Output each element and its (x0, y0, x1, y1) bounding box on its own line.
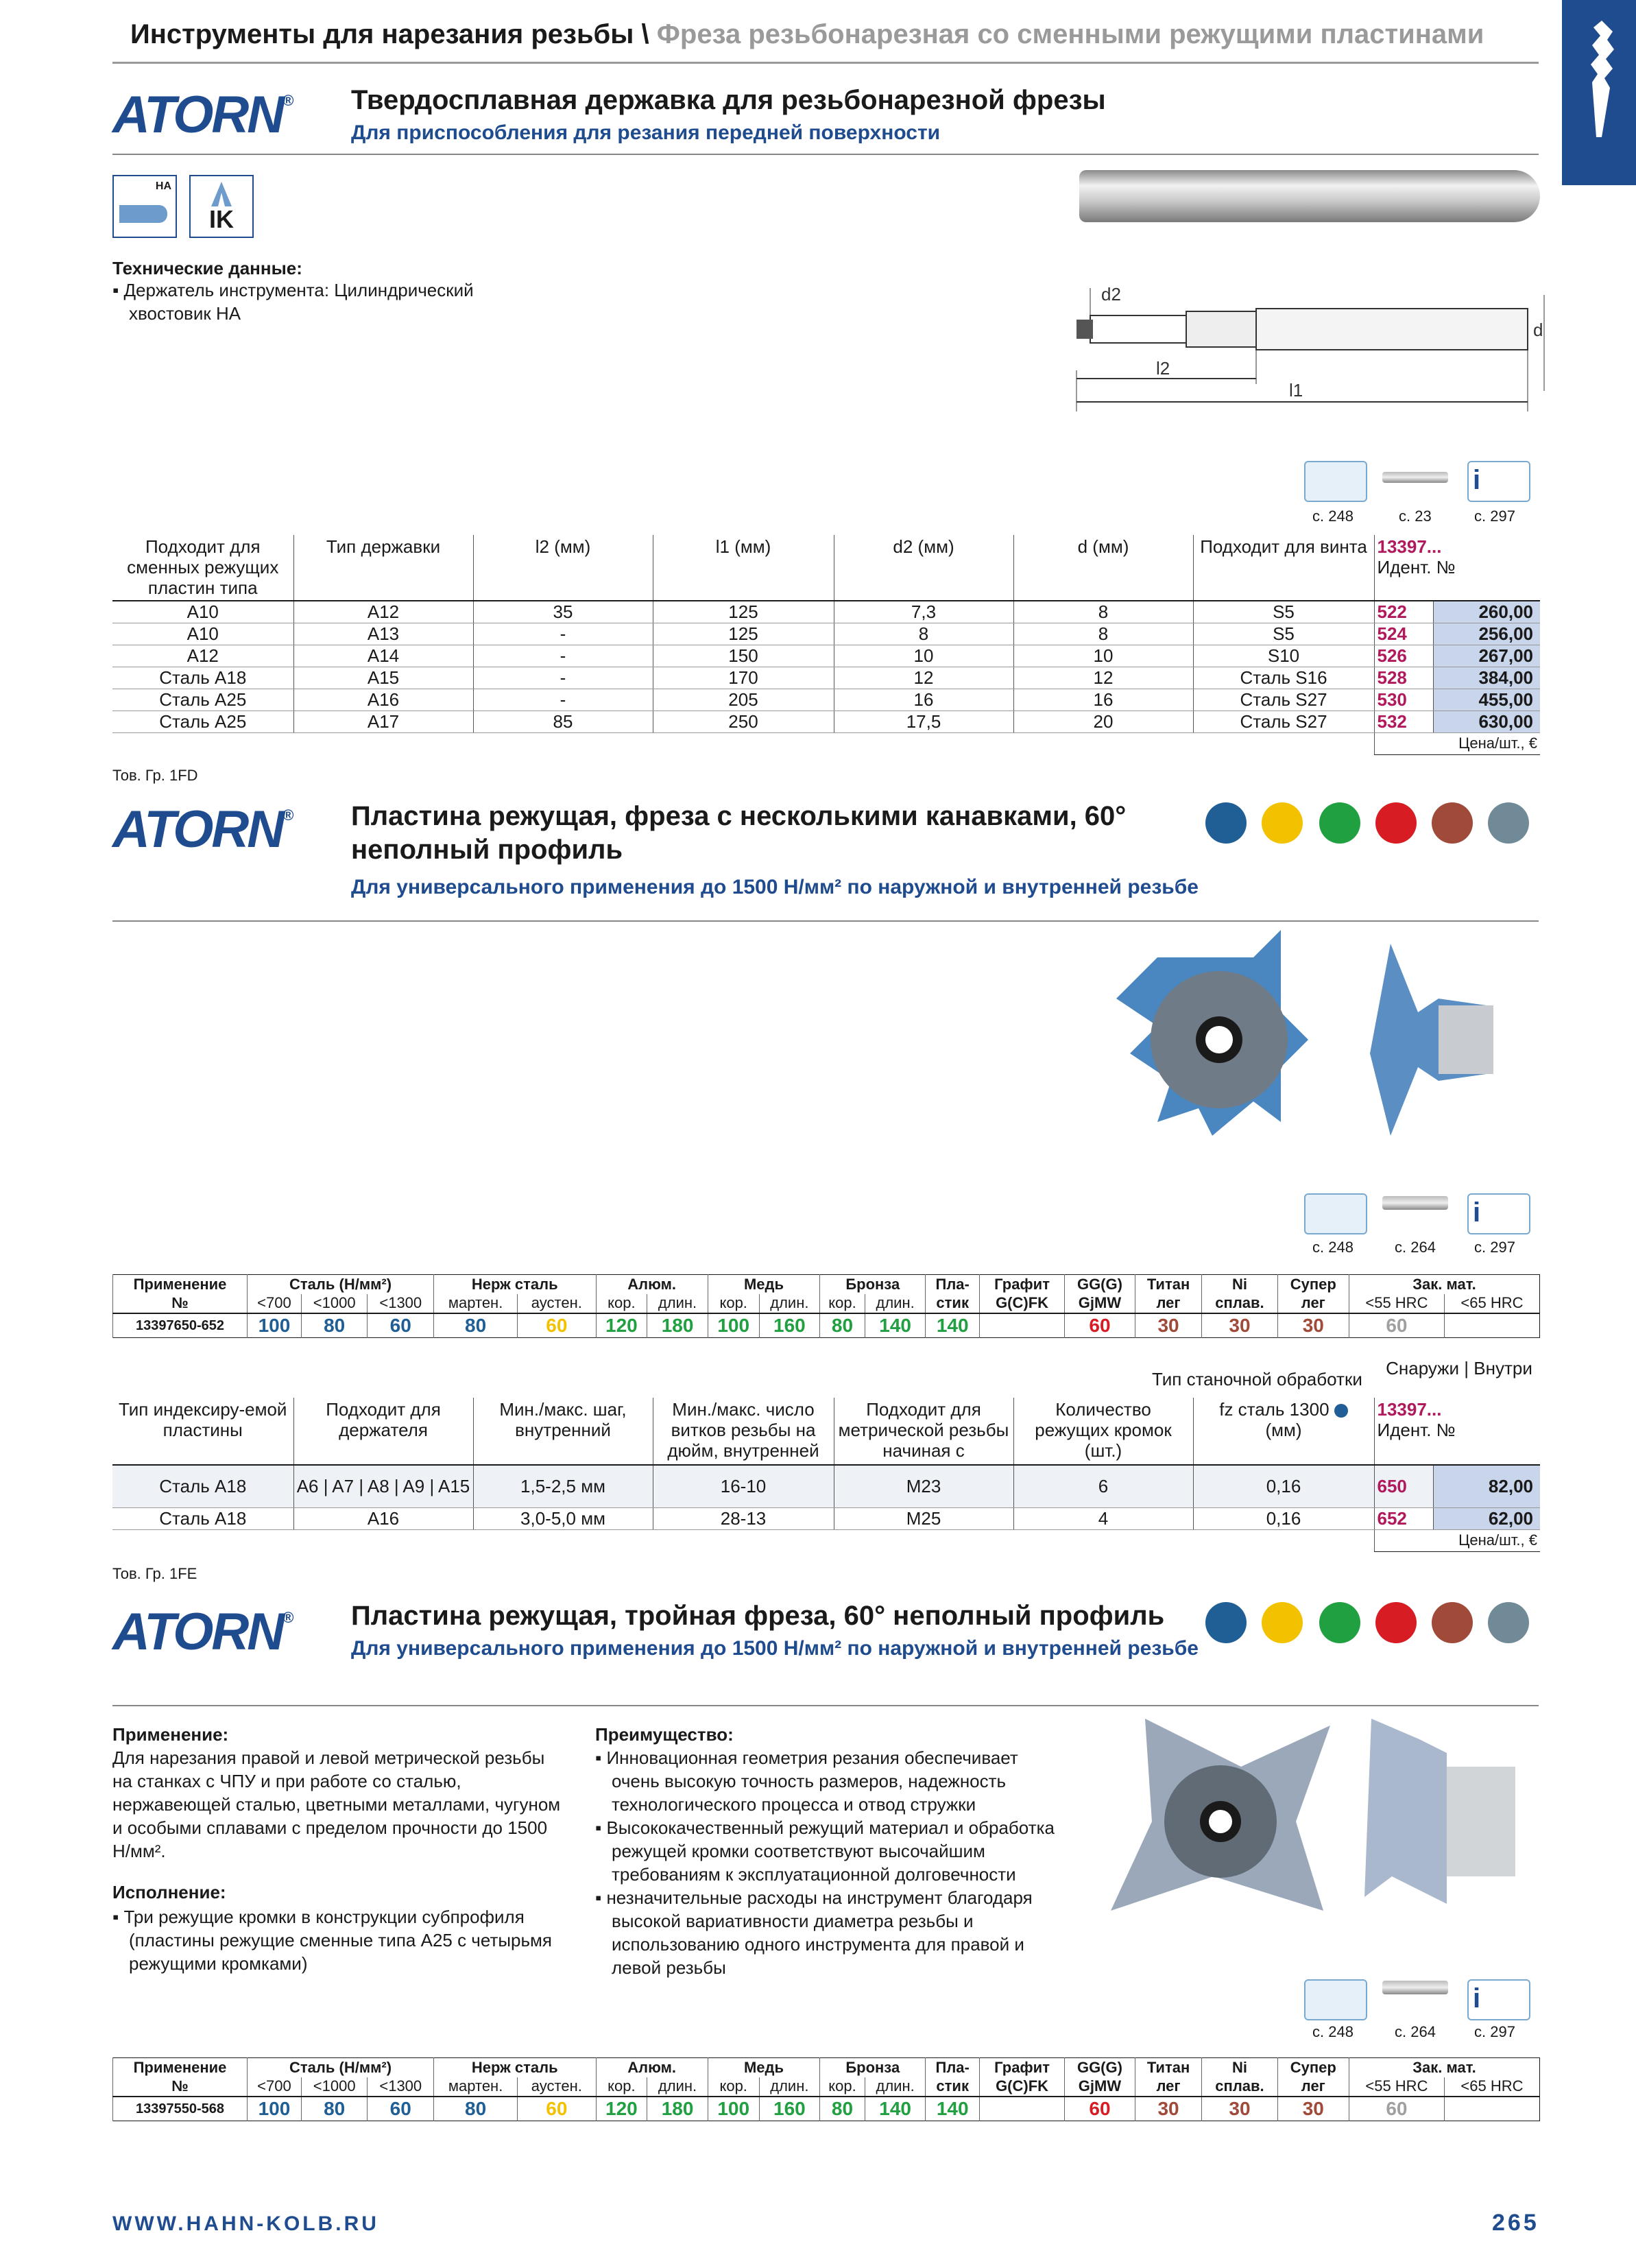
th-edges: Количество режущих кромок (шт.) (1013, 1398, 1193, 1465)
table-cell: 30 (1202, 2097, 1277, 2121)
table-cell: 60 (368, 1313, 434, 1338)
adv-item: ▪ Инновационная геометрия резания обеспечивает очень высокую точность размеров, надежность технологического процесса и отвод стружки (595, 1746, 1055, 1816)
holder-ref-icon[interactable] (1304, 1193, 1367, 1234)
table-cell: 60 (368, 2097, 434, 2121)
table-cell: 8 (834, 623, 1013, 645)
table-cell: 140 (865, 2097, 926, 2121)
s3-title-rule (112, 1705, 1539, 1706)
th-d: d (мм) (1013, 535, 1193, 601)
table-cell: A14 (293, 645, 473, 667)
table-cell: 30 (1135, 2097, 1202, 2121)
table-cell: M23 (834, 1465, 1013, 1507)
ha-badge-label: HA (155, 180, 171, 192)
mh-hard: Зак. мат. (1349, 1275, 1539, 1294)
holder-table (112, 535, 1540, 755)
table-cell: 522 (1374, 601, 1433, 623)
table-cell: стик (926, 1294, 980, 1313)
table-row[interactable] (112, 667, 1540, 689)
proc-value: Снаружи | Внутри (1386, 1358, 1532, 1378)
table-cell: <65 HRC (1444, 2077, 1539, 2097)
table-cell: Зак. мат. (1349, 2058, 1539, 2077)
header-title: Инструменты для нарезания резьбы (130, 19, 634, 49)
table-cell: 0,16 (1193, 1507, 1374, 1529)
insert-photo-triple (1104, 1712, 1522, 1918)
table-cell: длин. (647, 1294, 708, 1313)
mh-app: Применение (113, 1275, 248, 1294)
th-insert-type: Подходит для сменных режущих пластин типа (112, 535, 293, 601)
drill-icon (1562, 0, 1636, 185)
table-cell: 13397650-652 (113, 1313, 248, 1338)
s1-ref-3[interactable]: с. 297 (1474, 508, 1515, 525)
table-cell: 80 (434, 1313, 518, 1338)
table-cell: <1000 (301, 2077, 368, 2097)
table-cell: Применение (113, 2058, 248, 2077)
table-cell: 10 (1013, 645, 1193, 667)
material-values-row (113, 1313, 1540, 1338)
table-cell: Бронза (820, 2058, 926, 2077)
page-number: 265 (1492, 2210, 1539, 2236)
s2-group: Тов. Гр. 1FE (112, 1565, 197, 1582)
table-cell (112, 1529, 1374, 1551)
table-cell: длин. (865, 2077, 926, 2097)
table-cell: A6 | A7 | A8 | A9 | A15 (293, 1465, 473, 1507)
header-rule (112, 62, 1539, 64)
table-cell: 30 (1277, 2097, 1349, 2121)
table-cell: № (113, 1294, 248, 1313)
material-dot-grey (1488, 1602, 1529, 1643)
table-cell: 120 (596, 2097, 647, 2121)
table-cell: 100 (708, 1313, 759, 1338)
table-cell: лег (1277, 2077, 1349, 2097)
table-cell: 170 (653, 667, 834, 689)
table-cell: 6 (1013, 1465, 1193, 1507)
table-cell: 8 (1013, 601, 1193, 623)
mh-bronze: Бронза (820, 1275, 926, 1294)
mh-graphite: Графит (979, 1275, 1064, 1294)
s1-ref-2[interactable]: с. 23 (1399, 508, 1432, 525)
table-cell: Пла- (926, 2058, 980, 2077)
app-title: Применение: (112, 1724, 229, 1745)
table-cell: A15 (293, 667, 473, 689)
table-cell: 180 (647, 1313, 708, 1338)
table-cell: 120 (596, 1313, 647, 1338)
material-dot-blue (1205, 802, 1247, 844)
holder-ref-icon[interactable] (1304, 461, 1367, 502)
mh-ni: Ni (1202, 1275, 1277, 1294)
table-cell: 650 (1374, 1465, 1433, 1507)
table-cell: 7,3 (834, 601, 1013, 623)
table-cell (979, 1313, 1064, 1338)
table-cell: 256,00 (1433, 623, 1540, 645)
dim-l2: l2 (1156, 358, 1170, 379)
table-cell: лег (1277, 1294, 1349, 1313)
ik-badge-label: IK (209, 205, 234, 233)
page-header (130, 19, 1484, 50)
insert-ref-icon[interactable] (1382, 1196, 1448, 1210)
th-fz: fz сталь 1300 (мм) (1193, 1398, 1374, 1465)
table-cell: A12 (293, 601, 473, 623)
info-ref-icon[interactable]: i (1467, 461, 1530, 502)
table-cell: № (113, 2077, 248, 2097)
table-cell (112, 732, 1374, 754)
table-cell: длин. (759, 2077, 820, 2097)
s2-title: Пластина режущая, фреза с несколькими канавками, 60° неполный профиль (351, 801, 1127, 865)
table-cell: кор. (596, 2077, 647, 2097)
th-ident: 13397... Идент. № (1374, 535, 1540, 601)
table-cell: сплав. (1202, 2077, 1277, 2097)
table-cell: 140 (865, 1313, 926, 1338)
table-cell: длин. (647, 2077, 708, 2097)
material-dot-green (1319, 1602, 1360, 1643)
table-cell: Сталь A25 (112, 711, 293, 732)
s1-title-rule (112, 154, 1539, 155)
table-cell: 60 (518, 1313, 596, 1338)
table-cell: мартен. (434, 1294, 518, 1313)
table-cell: 82,00 (1433, 1465, 1540, 1507)
s3-ref-2[interactable]: с. 264 (1395, 2023, 1436, 2040)
footer-url[interactable]: WWW.HAHN-KOLB.RU (112, 2212, 379, 2235)
mh-titan: Титан (1135, 1275, 1202, 1294)
s3-ref-3[interactable]: с. 297 (1474, 2023, 1515, 2040)
info-ref-icon[interactable]: i (1467, 1979, 1530, 2020)
table-cell: Сталь A18 (112, 1465, 293, 1507)
table-cell: 80 (301, 1313, 368, 1338)
dim-d2: d2 (1101, 284, 1121, 305)
table-cell: <55 HRC (1349, 1294, 1444, 1313)
table-cell: 630,00 (1433, 711, 1540, 732)
dim-l1: l1 (1289, 380, 1303, 401)
table-cell: 60 (1065, 1313, 1135, 1338)
table-cell: A12 (112, 645, 293, 667)
s1-group: Тов. Гр. 1FD (112, 767, 198, 784)
th-screw: Подходит для винта (1193, 535, 1374, 601)
table-cell: 100 (708, 2097, 759, 2121)
table-cell: 13397550-568 (113, 2097, 248, 2121)
table-cell: 30 (1277, 1313, 1349, 1338)
th-insert-type: Тип индексиру-емой пластины (112, 1398, 293, 1465)
material-values-row (113, 2097, 1540, 2121)
th-ident: 13397... Идент. № (1374, 1398, 1540, 1465)
table-cell: 28-13 (653, 1507, 834, 1529)
th-metric: Подходит для метрической резьбы начиная с (834, 1398, 1013, 1465)
table-cell: лег (1135, 1294, 1202, 1313)
table-cell: 524 (1374, 623, 1433, 645)
table-cell: Графит (979, 2058, 1064, 2077)
table-cell: кор. (708, 1294, 759, 1313)
table-cell: кор. (596, 1294, 647, 1313)
table-cell: 12 (834, 667, 1013, 689)
s3-title: Пластина режущая, тройная фреза, 60° неполный профиль (351, 1601, 1165, 1631)
adv-item: ▪ незначительные расходы на инструмент благодаря высокой вариативности диаметра резьбы и использованию одного инструмента для правой и левой резьбы (595, 1886, 1055, 1979)
table-cell: 12 (1013, 667, 1193, 689)
table-cell: 80 (820, 1313, 865, 1338)
mh-steel: Сталь (Н/мм²) (248, 1275, 434, 1294)
table-cell: 140 (926, 2097, 980, 2121)
table-cell: A17 (293, 711, 473, 732)
table-cell: Сталь A18 (112, 1507, 293, 1529)
table-cell: 60 (1065, 2097, 1135, 2121)
table-row[interactable] (112, 689, 1540, 711)
th-holder: Подходит для держателя (293, 1398, 473, 1465)
table-cell: 260,00 (1433, 601, 1540, 623)
mh-super: Супер (1277, 1275, 1349, 1294)
table-cell: лег (1135, 2077, 1202, 2097)
material-dot-yellow (1262, 802, 1303, 844)
s1-subtitle: Для приспособления для резания передней поверхности (351, 121, 941, 144)
dim-d: d (1533, 320, 1543, 340)
th-tpi: Мин./макс. число витков резьбы на дюйм, внутренней (653, 1398, 834, 1465)
table-cell: сплав. (1202, 1294, 1277, 1313)
table-cell: 35 (473, 601, 653, 623)
table-cell: 150 (653, 645, 834, 667)
exec-item: ▪ Три режущие кромки в конструкции субпрофиля (пластины режущие сменные типа A25 с четырьмя режущими кромками) (112, 1905, 565, 1975)
insert-ref-icon[interactable] (1382, 1981, 1448, 1994)
table-cell: 267,00 (1433, 645, 1540, 667)
table-cell: 160 (759, 1313, 820, 1338)
table-cell: Сталь S27 (1193, 711, 1374, 732)
table-row[interactable] (112, 711, 1540, 732)
table-cell: G(C)FK (979, 1294, 1064, 1313)
table-cell: 17,5 (834, 711, 1013, 732)
table-cell: 60 (518, 2097, 596, 2121)
table-cell: Титан (1135, 2058, 1202, 2077)
table-cell: A10 (112, 601, 293, 623)
table-cell: Супер (1277, 2058, 1349, 2077)
material-dot-yellow (1262, 1602, 1303, 1643)
table-cell (979, 2097, 1064, 2121)
table-cell: 16 (1013, 689, 1193, 711)
s1-title: Твердосплавная державка для резьбонарезной фрезы (351, 85, 1106, 115)
mh-stainless: Нерж сталь (434, 1275, 596, 1294)
material-dot-red (1375, 802, 1417, 844)
table-cell (1444, 2097, 1539, 2121)
adv-list (595, 1746, 1055, 1979)
info-ref-icon[interactable]: i (1467, 1193, 1530, 1234)
table-cell: 0,16 (1193, 1465, 1374, 1507)
atorn-logo: ATORN® (112, 1603, 294, 1661)
table-cell: 80 (434, 2097, 518, 2121)
material-dot-brown (1432, 1602, 1473, 1643)
table-cell: - (473, 623, 653, 645)
table-cell: 62,00 (1433, 1507, 1540, 1529)
table-cell: <700 (248, 1294, 302, 1313)
table-cell: Ni (1202, 2058, 1277, 2077)
chapter-tab (1562, 0, 1636, 185)
table-cell: 16-10 (653, 1465, 834, 1507)
table-cell: A13 (293, 623, 473, 645)
table-row[interactable] (112, 645, 1540, 667)
table-cell: A16 (293, 1507, 473, 1529)
s2-title-rule (112, 920, 1539, 922)
table-cell (1444, 1313, 1539, 1338)
s2-subtitle: Для универсального применения до 1500 Н/мм² по наружной и внутренней резьбе (351, 876, 1199, 898)
table-cell: <65 HRC (1444, 1294, 1539, 1313)
proc-label: Тип станочной обработки (1152, 1369, 1362, 1389)
s3-subtitle: Для универсального применения до 1500 Н/мм² по наружной и внутренней резьбе (351, 1637, 1199, 1660)
table-cell: длин. (759, 1294, 820, 1313)
table-cell: 60 (1349, 1313, 1444, 1338)
table-cell: 60 (1349, 2097, 1444, 2121)
ik-badge (189, 175, 254, 238)
table-cell: Алюм. (596, 2058, 708, 2077)
s3-material-table (112, 2057, 1540, 2121)
table-cell: 8 (1013, 623, 1193, 645)
table-cell: 100 (248, 1313, 302, 1338)
table-cell: G(C)FK (979, 2077, 1064, 2097)
insert-table (112, 1398, 1540, 1552)
table-cell: <700 (248, 2077, 302, 2097)
table-cell: 532 (1374, 711, 1433, 732)
table-cell: Сталь A18 (112, 667, 293, 689)
table-cell: длин. (865, 1294, 926, 1313)
table-cell: 1,5-2,5 мм (473, 1465, 653, 1507)
table-cell: 530 (1374, 689, 1433, 711)
table-cell: GjMW (1065, 1294, 1135, 1313)
th-pitch: Мин./макс. шаг, внутренний (473, 1398, 653, 1465)
table-cell: 10 (834, 645, 1013, 667)
table-cell: аустен. (518, 1294, 596, 1313)
table-cell: <1000 (301, 1294, 368, 1313)
table-cell: 250 (653, 711, 834, 732)
th-d2: d2 (мм) (834, 535, 1013, 601)
table-cell: Сталь (Н/мм²) (248, 2058, 434, 2077)
table-cell: Нерж сталь (434, 2058, 596, 2077)
s1-ref-1[interactable]: с. 248 (1312, 508, 1354, 525)
table-cell: GjMW (1065, 2077, 1135, 2097)
table-cell: M25 (834, 1507, 1013, 1529)
table-row[interactable] (112, 601, 1540, 623)
adv-item: ▪ Высококачественный режущий материал и обработка режущей кромки соответствуют высочайшим требованиям к эксплуатационной долговечности (595, 1816, 1055, 1886)
th-l2: l2 (мм) (473, 535, 653, 601)
table-cell: <1300 (368, 2077, 434, 2097)
table-cell: 16 (834, 689, 1013, 711)
table-cell: S5 (1193, 601, 1374, 623)
table-cell: стик (926, 2077, 980, 2097)
table-cell: Сталь S16 (1193, 667, 1374, 689)
table-cell: 528 (1374, 667, 1433, 689)
holder-ref-icon[interactable] (1304, 1979, 1367, 2020)
table-cell: кор. (820, 1294, 865, 1313)
th-holder-type: Тип державки (293, 535, 473, 601)
table-cell: 4 (1013, 1507, 1193, 1529)
table-cell: 140 (926, 1313, 980, 1338)
table-cell: кор. (820, 2077, 865, 2097)
table-cell: 526 (1374, 645, 1433, 667)
shank-icon (119, 205, 167, 223)
mh-copper: Медь (708, 1275, 819, 1294)
table-cell: 3,0-5,0 мм (473, 1507, 653, 1529)
table-cell: <1300 (368, 1294, 434, 1313)
material-dot-grey (1488, 802, 1529, 844)
ha-badge (112, 175, 177, 238)
table-cell: Сталь A25 (112, 689, 293, 711)
table-cell: аустен. (518, 2077, 596, 2097)
mh-alu: Алюм. (596, 1275, 708, 1294)
mh-gg: GG(G) (1065, 1275, 1135, 1294)
table-cell: - (473, 667, 653, 689)
table-cell: 125 (653, 601, 834, 623)
s2-ref-1[interactable]: с. 248 (1312, 1239, 1354, 1256)
s2-price-footer: Цена/шт., € (1374, 1529, 1540, 1551)
table-cell: 180 (647, 2097, 708, 2121)
table-cell: 30 (1135, 1313, 1202, 1338)
table-cell: 80 (820, 2097, 865, 2121)
tech-title: Технические данные: (112, 258, 302, 278)
header-subtitle: Фреза резьбонарезная со сменными режущими пластинами (656, 19, 1484, 49)
s2-ref-2[interactable]: с. 264 (1395, 1239, 1436, 1256)
tech-item: ▪ Держатель инструмента: Цилиндрический хвостовик HA (112, 278, 524, 325)
material-dot-brown (1432, 802, 1473, 844)
s1-price-footer: Цена/шт., € (1374, 732, 1540, 754)
table-row[interactable] (112, 1507, 1540, 1529)
table-cell: 205 (653, 689, 834, 711)
table-cell: - (473, 645, 653, 667)
mh-plastic: Пла- (926, 1275, 980, 1294)
app-text: Для нарезания правой и левой метрической резьбы на станках с ЧПУ и при работе со сталью, нержавеющей сталью, цветными металлами, чугуном и особыми сплавами с пределом прочности до 1500 Н/мм². (112, 1747, 561, 1861)
table-cell: 455,00 (1433, 689, 1540, 711)
material-dot-blue (1205, 1602, 1247, 1643)
table-cell: 85 (473, 711, 653, 732)
s3-ref-1[interactable]: с. 248 (1312, 2023, 1354, 2040)
table-row[interactable] (112, 623, 1540, 645)
atorn-logo: ATORN® (112, 800, 294, 859)
exec-title: Исполнение: (112, 1882, 226, 1902)
holder-photo (1079, 170, 1540, 222)
table-cell: 652 (1374, 1507, 1433, 1529)
material-dot-red (1375, 1602, 1417, 1643)
table-cell: Сталь S27 (1193, 689, 1374, 711)
table-cell: 20 (1013, 711, 1193, 732)
table-cell: A16 (293, 689, 473, 711)
th-l1: l1 (мм) (653, 535, 834, 601)
insert-ref-icon[interactable] (1382, 472, 1448, 483)
table-cell: 80 (301, 2097, 368, 2121)
table-cell: 160 (759, 2097, 820, 2121)
table-cell: S5 (1193, 623, 1374, 645)
table-cell: 125 (653, 623, 834, 645)
table-cell: 100 (248, 2097, 302, 2121)
table-cell: кор. (708, 2077, 759, 2097)
s2-ref-3[interactable]: с. 297 (1474, 1239, 1515, 1256)
table-cell: мартен. (434, 2077, 518, 2097)
table-cell: S10 (1193, 645, 1374, 667)
insert-photo-multi (1116, 930, 1514, 1149)
table-cell: 384,00 (1433, 667, 1540, 689)
material-dot-green (1319, 802, 1360, 844)
table-cell: <55 HRC (1349, 2077, 1444, 2097)
table-cell: - (473, 689, 653, 711)
holder-drawing (1070, 281, 1550, 411)
table-cell: Медь (708, 2058, 819, 2077)
table-cell: GG(G) (1065, 2058, 1135, 2077)
atorn-logo: ATORN® (112, 86, 294, 144)
adv-title: Преимущество: (595, 1724, 734, 1745)
header-separator: \ (641, 19, 649, 49)
table-row[interactable] (112, 1465, 1540, 1507)
s2-material-table (112, 1274, 1540, 1338)
table-cell: A10 (112, 623, 293, 645)
table-cell: 30 (1202, 1313, 1277, 1338)
